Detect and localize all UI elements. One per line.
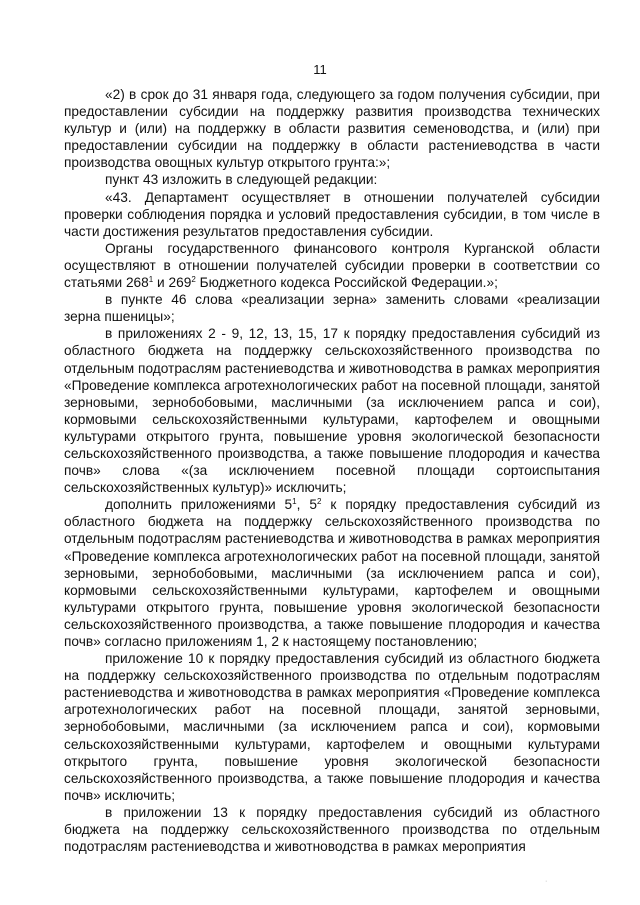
body-paragraph (64, 240, 600, 291)
text-run: к порядку предоставления субсидий из областного бюджета на поддержку сельскохозяйственного производства по отдельным подотраслям растениеводства и животноводства в рамках мероприятия «Проведение комплекса агротехнологических работ на посевной площади, занятой зерновыми, зернобобовыми, масличными (за исключением рапса и сои), кормовыми сельскохозяйственными культурами, картофелем и овощными культурами открытого грунта, повышение уровня экологической безопасности сельскохозяйственного производства, а также повышение плодородия и качества почв» согласно приложениям 1, 2 к настоящему постановлению; (64, 497, 601, 649)
body-paragraph (64, 804, 600, 855)
body-paragraph (64, 171, 600, 188)
text-run: в пункте 46 слова «реализации зерна» заменить словами «реализации зерна пшеницы»; (64, 292, 600, 325)
text-run: в приложении 13 к порядку предоставления субсидий из областного бюджета на поддержку сельскохозяйственного производства по отдельным подотраслям растениеводства и животноводства в рамках мероприятия (64, 804, 600, 855)
text-run: «2) в срок до 31 января года, следующего за годом получения субсидии, при предоставлении субсидии на поддержку развития производства технических культур и (или) на поддержку в области развития семеноводства, и (или) при предоставлении субсидии на поддержку в области растениеводства в части производства овощных культур открытого грунта:»; (64, 87, 600, 171)
text-run: Бюджетного кодекса Российской Федерации.»; (195, 275, 498, 291)
body-paragraph (64, 496, 600, 650)
text-run: приложение 10 к порядку предоставления субсидий из областного бюджета на поддержку сельскохозяйственного производства по отдельным подотраслям растениеводства и животноводства в рамках мероприятия «Проведение комплекса агротехнологических работ на посевной площади, занятой зерновыми, зернобобовыми, масличными (за исключением рапса и сои), кормовыми сельскохозяйственными культурами, картофелем и овощными культурами открытого грунта, повышение уровня экологической безопасности сельскохозяйственного производства, а также повышение плодородия и качества почв» исключить; (64, 651, 600, 803)
page-number: 11 (313, 62, 327, 77)
text-run: в приложениях 2 - 9, 12, 13, 15, 17 к порядку предоставления субсидий из областного бюджета на поддержку сельскохозяйственного производства по отдельным подотраслям растениеводства и животноводства в рамках мероприятия «Проведение комплекса агротехнологических работ на посевной площади, занятой зерновыми, зернобобовыми, масличными (за исключением рапса и сои), кормовыми сельскохозяйственными культурами, картофелем и овощными культурами открытого грунта, повышение уровня экологической безопасности сельскохозяйственного производства, а также повышение плодородия и качества почв» слова «(за исключением посевной площади сортоиспытания сельскохозяйственных культур)» исключить; (64, 326, 600, 496)
body-paragraph (64, 189, 600, 240)
body-paragraph (64, 86, 600, 171)
superscript: 2 (317, 497, 322, 507)
text-run: и 269 (153, 275, 192, 291)
body-paragraph (64, 650, 600, 804)
superscript: 1 (292, 497, 297, 507)
body-paragraph (64, 291, 600, 325)
superscript: 1 (148, 275, 154, 285)
document-body (64, 86, 600, 855)
corner-mark: · (545, 878, 548, 885)
body-paragraph (64, 325, 600, 496)
text-run: , 5 (296, 497, 318, 513)
text-run: «43. Департамент осуществляет в отношении получателей субсидии проверки соблюдения порядка и условий предоставления субсидии, в том числе в части достижения результатов предоставления субсидии. (64, 189, 600, 239)
superscript: 2 (191, 275, 196, 285)
text-run: дополнить приложениями 5 (105, 497, 293, 513)
text-run: пункт 43 изложить в следующей редакции: (105, 172, 378, 188)
text-run: Органы государственного финансового контроля Курганской области осуществляют в отношении получателей субсидии проверки в соответствии со статьями 268 (64, 240, 600, 291)
